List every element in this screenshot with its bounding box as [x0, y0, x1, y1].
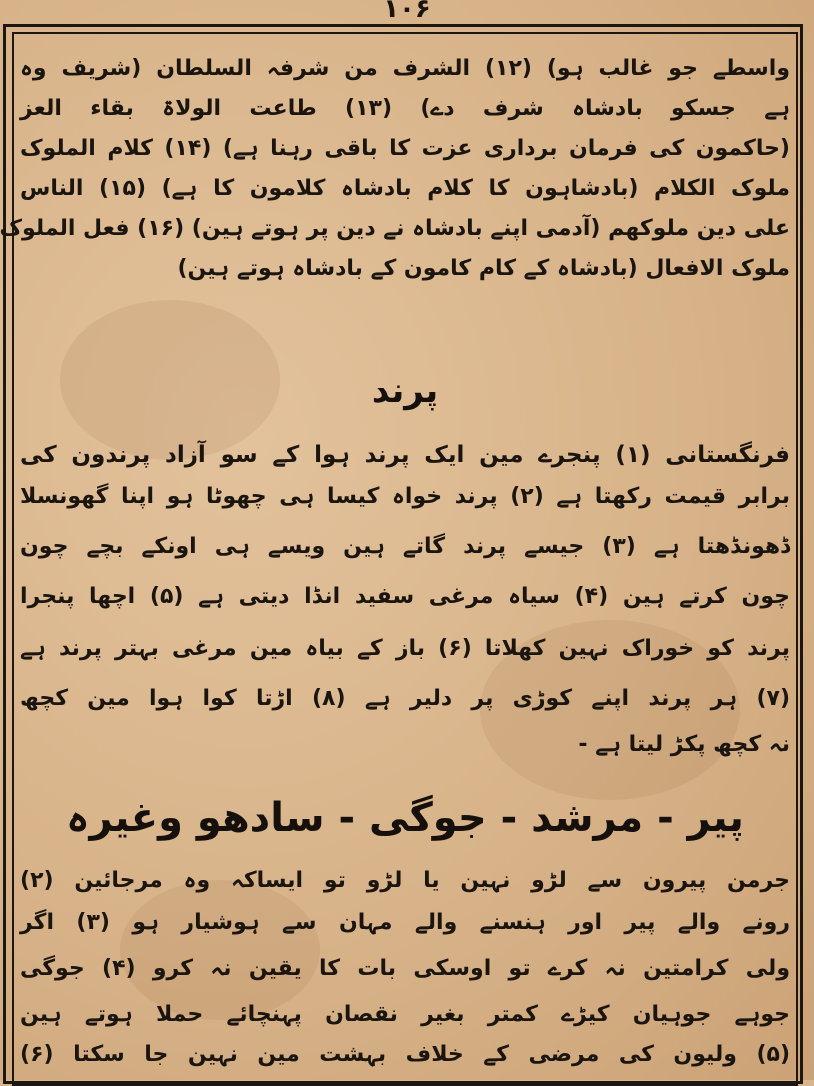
text-line: نہ کچھ پکڑ لیتا ہے -: [578, 732, 790, 757]
page-content: [0, 38, 791, 1074]
text-line: برابر قیمت رکھتا ہے (۲) پرند خواہ کیسا ہی چھوٹا ہو اپنا گھونسلا: [20, 484, 790, 509]
text-line: (حاکمون کی فرمان برداری عزت کا باقی رہنا ہے) (۱۴) کلام الملوک: [20, 136, 790, 161]
text-line: (۷) ہر پرند اپنے کوڑی پر دلیر ہے (۸) اڑتا کوا ہوا مین کچھ: [20, 686, 791, 711]
text-line: ہے جسکو بادشاہ شرف دے) (۱۳) طاعت الولاۃ بقاء العز: [20, 96, 790, 121]
text-line: پرند کو خوراک نہین کھلاتا (۶) باز کے بیاہ مین مرغی بہتر پرند ہے: [20, 636, 790, 661]
text-line: ملوک الافعال (بادشاہ کے کام کامون کے بادشاہ ہوتے ہین): [177, 256, 790, 281]
text-line: فرنگستانی (۱) پنجرے مین ایک پرند ہوا کے سو آزاد پرندون کی: [20, 442, 790, 468]
text-line: ڈھونڈھتا ہے (۳) جیسے پرند گاتے ہین ویسے ہی اونکے بچے چون: [20, 534, 790, 559]
text-line: ولی کرامتین نہ کرے تو اوسکی بات کا یقین نہ کرو (۴) جوگی: [20, 956, 790, 981]
text-line: جوہے جوہیان کیڑے کمتر بغیر نقصان پہنچائے حملا ہوتے ہین: [20, 1002, 790, 1027]
text-line: چون کرتے ہین (۴) سیاہ مرغی سفید انڈا دیتی ہے (۵) اچھا پنجرا: [20, 584, 790, 609]
text-line: جرمن پیرون سے لڑو نہین یا لڑو تو ایساکہ وہ مرجائین (۲): [20, 868, 790, 893]
page-number: ۱۰۶: [383, 0, 431, 24]
text-line: ملوک الکلام (بادشاہون کا کلام بادشاہ کلامون کا ہے) (۱۵) الناس: [20, 176, 790, 201]
text-line: واسطے جو غالب ہو) (۱۲) الشرف من شرفہ السلطان (شریف وہ: [20, 56, 791, 81]
section-heading-saints: پیر - مرشد - جوگی - سادھو وغیرہ: [66, 795, 744, 841]
text-line: علی دین ملوکھم (آدمی اپنے بادشاہ نے دین پر ہوتے ہین) (۱۶) فعل الملوک: [0, 216, 790, 241]
text-line: رونے والے پیر اور ہنسنے والے مہان سے ہوشیار ہو (۳) اگر: [20, 910, 790, 935]
section-heading-birds: پرند: [371, 371, 439, 411]
text-line: (۵) ولیون کی مرضی کے خلاف بہشت مین نہین جا سکتا (۶): [20, 1042, 790, 1067]
